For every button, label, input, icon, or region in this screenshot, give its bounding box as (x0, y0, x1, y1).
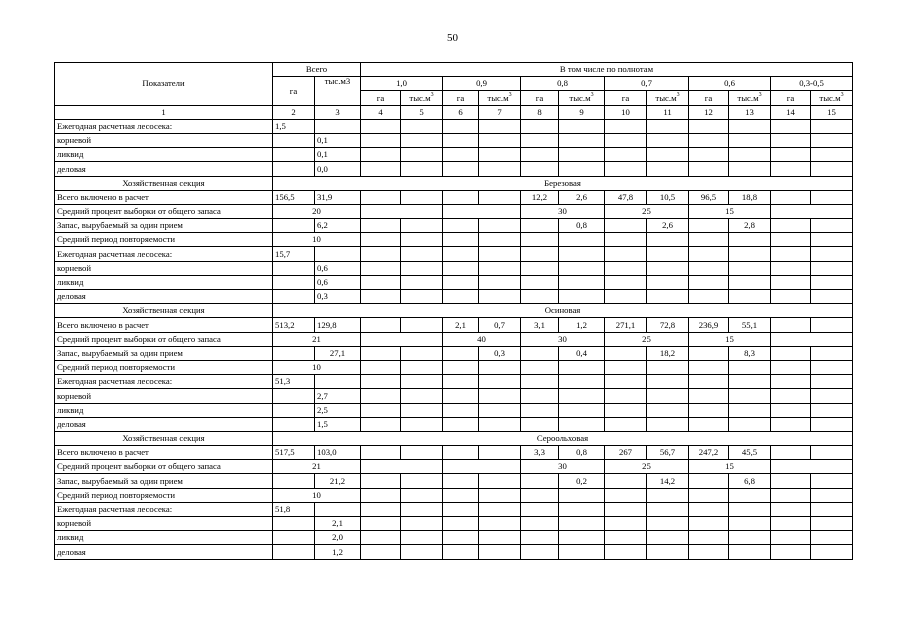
cell-value: 2,6 (647, 219, 689, 233)
cell-value (811, 446, 853, 460)
cell-value: 51,3 (273, 375, 315, 389)
total-included-row (55, 318, 853, 332)
total-included-row (55, 190, 853, 204)
stock-per-cut-row (55, 219, 853, 233)
cell-value: 1,2 (559, 318, 605, 332)
column-number: 6 (443, 105, 479, 119)
cell-value: 2,5 (315, 403, 361, 417)
cell-value: 3,1 (521, 318, 559, 332)
row-label: Средний процент выборки от общего запаса (55, 332, 273, 346)
column-number: 1 (55, 105, 273, 119)
column-number: 4 (361, 105, 401, 119)
cell-value (771, 446, 811, 460)
header-density-0-3-0-5: 0,3-0,5 (771, 77, 853, 91)
annual-cut-sub-row (55, 275, 853, 289)
section-name: Сероольховая (273, 431, 853, 445)
avg-percent-row (55, 460, 853, 474)
cell-value (361, 318, 401, 332)
cell-value: 271,1 (605, 318, 647, 332)
cell-value (479, 446, 521, 460)
period-row (55, 488, 853, 502)
cell-value: 1,5 (273, 119, 315, 133)
cell-value: 0,2 (559, 474, 605, 488)
cell-value (401, 446, 443, 460)
cell-value: 2,8 (729, 219, 771, 233)
cell-value: 2,1 (443, 318, 479, 332)
column-number: 5 (401, 105, 443, 119)
row-label: Запас, вырубаемый за один прием (55, 346, 273, 360)
cell-value: 20 (273, 204, 361, 218)
column-number: 13 (729, 105, 771, 119)
cell-value (771, 190, 811, 204)
subheader-ha: га (605, 91, 647, 105)
cutting-estimate-table (54, 62, 853, 560)
cell-value: 31,9 (315, 190, 361, 204)
cell-value: 0,8 (559, 446, 605, 460)
cell-value: 15 (689, 460, 771, 474)
cell-value: 0,0 (315, 162, 361, 176)
column-number-row (55, 105, 853, 119)
cell-value: 2,6 (559, 190, 605, 204)
cell-value: 2,7 (315, 389, 361, 403)
cell-value: 18,2 (647, 346, 689, 360)
cell-value: 15,7 (273, 247, 315, 261)
row-label: Ежегодная расчетная лесосека: (55, 247, 273, 261)
row-label: Ежегодная расчетная лесосека: (55, 502, 273, 516)
stock-per-cut-row (55, 474, 853, 488)
period-row (55, 233, 853, 247)
cell-value: 27,1 (315, 346, 361, 360)
cell-value: 103,0 (315, 446, 361, 460)
cell-value: 30 (521, 204, 605, 218)
cell-value (401, 190, 443, 204)
cell-value: 517,5 (273, 446, 315, 460)
cell-value (361, 446, 401, 460)
avg-percent-row (55, 332, 853, 346)
row-label: Запас, вырубаемый за один прием (55, 219, 273, 233)
annual-cut-sub-row (55, 545, 853, 559)
cell-value: 0,8 (559, 219, 605, 233)
cell-value (443, 446, 479, 460)
header-density-0-7: 0,7 (605, 77, 689, 91)
section-label: Хозяйственная секция (55, 431, 273, 445)
cell-value: 30 (521, 332, 605, 346)
header-density-1-0: 1,0 (361, 77, 443, 91)
row-label: Средний период повторяемости (55, 488, 273, 502)
row-label: Средний процент выборки от общего запаса (55, 204, 273, 218)
row-label: корневой (55, 389, 273, 403)
section-name: Березовая (273, 176, 853, 190)
cell-value: 25 (605, 460, 689, 474)
column-number: 10 (605, 105, 647, 119)
annual-cut-sub-row (55, 290, 853, 304)
cell-value: 3,3 (521, 446, 559, 460)
annual-cut-sub-row (55, 148, 853, 162)
cell-value: 513,2 (273, 318, 315, 332)
cell-value: 55,1 (729, 318, 771, 332)
cell-value: 8,3 (729, 346, 771, 360)
cell-value: 0,3 (315, 290, 361, 304)
annual-cut-sub-row (55, 389, 853, 403)
subheader-ha: га (771, 91, 811, 105)
header-density-0-9: 0,9 (443, 77, 521, 91)
header-by-density: В том числе по полнотам (361, 63, 853, 77)
cell-value: 10 (273, 360, 361, 374)
cell-value: 21 (273, 460, 361, 474)
annual-cut-sub-row (55, 531, 853, 545)
header-row-1 (55, 63, 853, 77)
cell-value: 0,4 (559, 346, 605, 360)
cell-value: 0,1 (315, 148, 361, 162)
cell-value (361, 190, 401, 204)
row-label: Средний процент выборки от общего запаса (55, 460, 273, 474)
cell-value: 0,6 (315, 275, 361, 289)
annual-cut-sub-row (55, 417, 853, 431)
subheader-volume: $тыс.м^3$ (647, 91, 689, 105)
row-label: Всего включено в расчет (55, 190, 273, 204)
row-label: корневой (55, 261, 273, 275)
cell-value: 2,0 (315, 531, 361, 545)
row-label: корневой (55, 517, 273, 531)
cell-value: 12,2 (521, 190, 559, 204)
cell-value: 0,7 (479, 318, 521, 332)
avg-percent-row (55, 204, 853, 218)
subheader-volume: $тыс.м^3$ (811, 91, 853, 105)
cell-value: 6,2 (315, 219, 361, 233)
row-label: Средний период повторяемости (55, 360, 273, 374)
annual-cut-row (55, 502, 853, 516)
column-number: 9 (559, 105, 605, 119)
header-density-0-6: 0,6 (689, 77, 771, 91)
subheader-ha: га (443, 91, 479, 105)
cell-value: 2,1 (315, 517, 361, 531)
cell-value: 45,5 (729, 446, 771, 460)
column-number: 3 (315, 105, 361, 119)
subheader-volume: $тыс.м^3$ (479, 91, 521, 105)
header-total-ha: га (273, 77, 315, 105)
row-label: Всего включено в расчет (55, 446, 273, 460)
row-label: деловая (55, 417, 273, 431)
section-header-row (55, 431, 853, 445)
row-label: ликвид (55, 531, 273, 545)
cell-value: 10 (273, 488, 361, 502)
total-included-row (55, 446, 853, 460)
annual-cut-row (55, 119, 853, 133)
subheader-ha: га (521, 91, 559, 105)
cell-value: 25 (605, 332, 689, 346)
annual-cut-sub-row (55, 133, 853, 147)
subheader-volume: $тыс.м^3$ (559, 91, 605, 105)
subheader-ha: га (689, 91, 729, 105)
section-header-row (55, 176, 853, 190)
cell-value: 30 (521, 460, 605, 474)
annual-cut-sub-row (55, 403, 853, 417)
cell-value: 47,8 (605, 190, 647, 204)
column-number: 11 (647, 105, 689, 119)
cell-value: 40 (443, 332, 521, 346)
subheader-volume: $тыс.м^3$ (729, 91, 771, 105)
stock-per-cut-row (55, 346, 853, 360)
cell-value: 15 (689, 204, 771, 218)
section-label: Хозяйственная секция (55, 304, 273, 318)
column-number: 12 (689, 105, 729, 119)
cell-value: 14,2 (647, 474, 689, 488)
column-number: 8 (521, 105, 559, 119)
row-label: деловая (55, 290, 273, 304)
cell-value (443, 190, 479, 204)
column-number: 14 (771, 105, 811, 119)
cell-value: 51,8 (273, 502, 315, 516)
cell-value: 15 (689, 332, 771, 346)
row-label: Всего включено в расчет (55, 318, 273, 332)
cell-value: 21,2 (315, 474, 361, 488)
annual-cut-row (55, 247, 853, 261)
section-header-row (55, 304, 853, 318)
subheader-ha: га (361, 91, 401, 105)
cell-value: 236,9 (689, 318, 729, 332)
cell-value: 72,8 (647, 318, 689, 332)
row-label: корневой (55, 133, 273, 147)
subheader-volume: $тыс.м^3$ (401, 91, 443, 105)
row-label: ликвид (55, 275, 273, 289)
annual-cut-sub-row (55, 261, 853, 275)
row-label: деловая (55, 162, 273, 176)
cell-value (479, 190, 521, 204)
cell-value: 247,2 (689, 446, 729, 460)
row-label: ликвид (55, 148, 273, 162)
cell-value: 129,8 (315, 318, 361, 332)
header-indicators: Показатели (55, 63, 273, 106)
cell-value: 56,7 (647, 446, 689, 460)
annual-cut-sub-row (55, 162, 853, 176)
header-total-volume: тыс.м3 (315, 77, 361, 105)
page-number: 50 (447, 32, 458, 44)
column-number: 2 (273, 105, 315, 119)
row-label: деловая (55, 545, 273, 559)
cell-value: 18,8 (729, 190, 771, 204)
cell-value: 0,1 (315, 133, 361, 147)
row-label: Ежегодная расчетная лесосека: (55, 119, 273, 133)
cell-value: 156,5 (273, 190, 315, 204)
header-total: Всего (273, 63, 361, 77)
cell-value: 10,5 (647, 190, 689, 204)
cell-value (811, 190, 853, 204)
annual-cut-row (55, 375, 853, 389)
section-name: Осиновая (273, 304, 853, 318)
cell-value: 0,6 (315, 261, 361, 275)
row-label: Средний период повторяемости (55, 233, 273, 247)
cell-value (811, 318, 853, 332)
cell-value: 1,2 (315, 545, 361, 559)
cell-value: 21 (273, 332, 361, 346)
cell-value: 0,3 (479, 346, 521, 360)
cell-value: 10 (273, 233, 361, 247)
period-row (55, 360, 853, 374)
cell-value: 96,5 (689, 190, 729, 204)
row-label: Запас, вырубаемый за один прием (55, 474, 273, 488)
cell-value: 6,8 (729, 474, 771, 488)
annual-cut-sub-row (55, 517, 853, 531)
section-label: Хозяйственная секция (55, 176, 273, 190)
cell-value: 267 (605, 446, 647, 460)
column-number: 7 (479, 105, 521, 119)
row-label: Ежегодная расчетная лесосека: (55, 375, 273, 389)
column-number: 15 (811, 105, 853, 119)
header-density-0-8: 0,8 (521, 77, 605, 91)
cell-value (401, 318, 443, 332)
row-label: ликвид (55, 403, 273, 417)
cell-value (771, 318, 811, 332)
cell-value: 25 (605, 204, 689, 218)
cell-value: 1,5 (315, 417, 361, 431)
